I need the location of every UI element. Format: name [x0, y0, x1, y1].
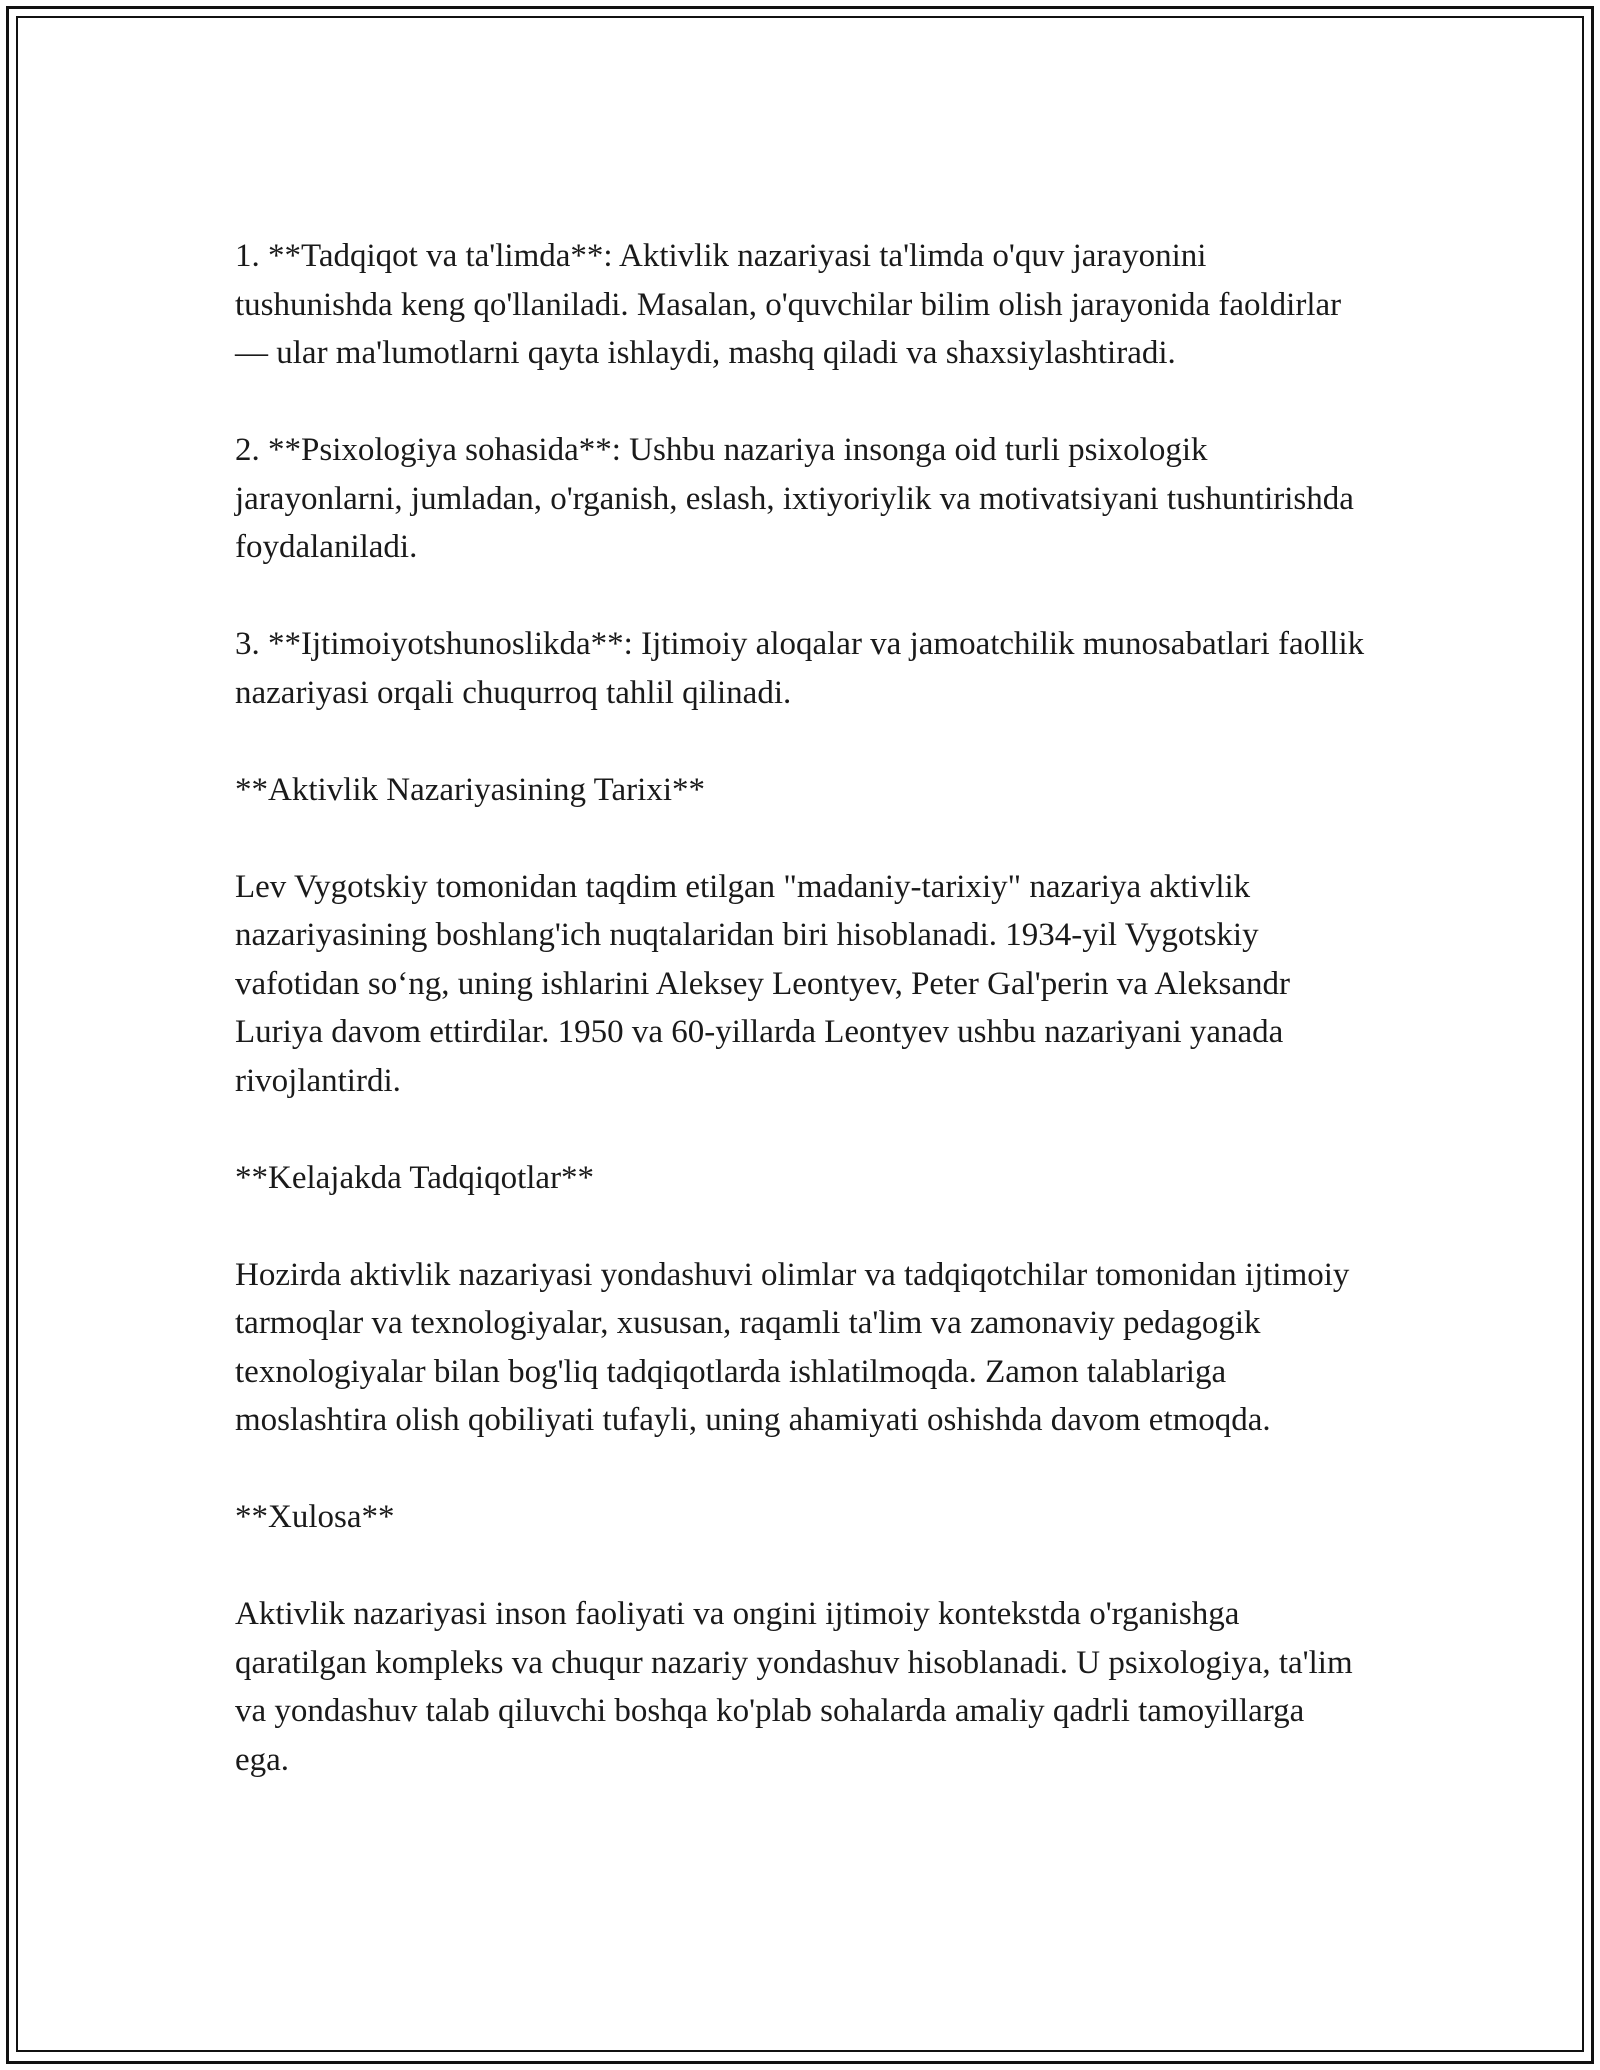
- heading-history: **Aktivlik Nazariyasining Tarixi**: [235, 771, 705, 808]
- paragraph-future-research: Hozirda aktivlik nazariyasi yondashuvi olimlar va tadqiqotchilar tomonidan ijtimoiy tarmoqlar va texnologiyalar, xususan, raqamli ta'lim va zamonaviy pedagogik texnologiyalar bilan bog'liq tadqiqotlarda ishlatilmoqda. Zamon talablariga moslashtira olish qobiliyati tufayli, uning ahamiyati oshishda davom etmoqda.: [235, 1256, 1350, 1438]
- heading-conclusion: **Xulosa**: [235, 1499, 395, 1535]
- paragraph-conclusion: Aktivlik nazariyasi inson faoliyati va ongini ijtimoiy kontekstda o'rganishga qaratilgan kompleks va chuqur nazariy yondashuv hisoblanadi. U psixologiya, ta'lim va yondashuv talab qiluvchi boshqa ko'plab sohalarda amaliy qadrli tamoyillarga ega.: [235, 1596, 1353, 1778]
- paragraph-history: Lev Vygotskiy tomonidan taqdim etilgan "madaniy-tarixiy" nazariya aktivlik nazariyasining boshlang'ich nuqtalaridan biri hisoblanadi. 1934-yil Vygotskiy vafotidan so‘ng, uning ishlarini Aleksey Leontyev, Peter Gal'perin va Aleksandr Luriya davom ettirdilar. 1950 va 60-yillarda Leontyev ushbu nazariyani yanada rivojlantirdi.: [235, 868, 1290, 1099]
- paragraph-psychology: 2. **Psixologiya sohasida**: Ushbu nazariya insonga oid turli psixologik jarayonlarni, jumladan, o'rganish, eslash, ixtiyoriylik va motivatsiyani tushuntirishda foydalaniladi.: [235, 432, 1354, 565]
- paragraph-education: 1. **Tadqiqot va ta'limda**: Aktivlik nazariyasi ta'limda o'quv jarayonini tushunishda keng qo'llaniladi. Masalan, o'quvchilar bilim olish jarayonida faoldirlar — ular ma'lumotlarni qayta ishlaydi, mashq qiladi va shaxsiylashtiradi.: [235, 238, 1342, 371]
- paragraph-social-studies: 3. **Ijtimoiyotshunoslikda**: Ijtimoiy aloqalar va jamoatchilik munosabatlari faollik nazariyasi orqali chuqurroq tahlil qilinadi.: [235, 626, 1365, 711]
- heading-future-research: **Kelajakda Tadqiqotlar**: [235, 1159, 595, 1196]
- document-body: [235, 232, 1365, 1784]
